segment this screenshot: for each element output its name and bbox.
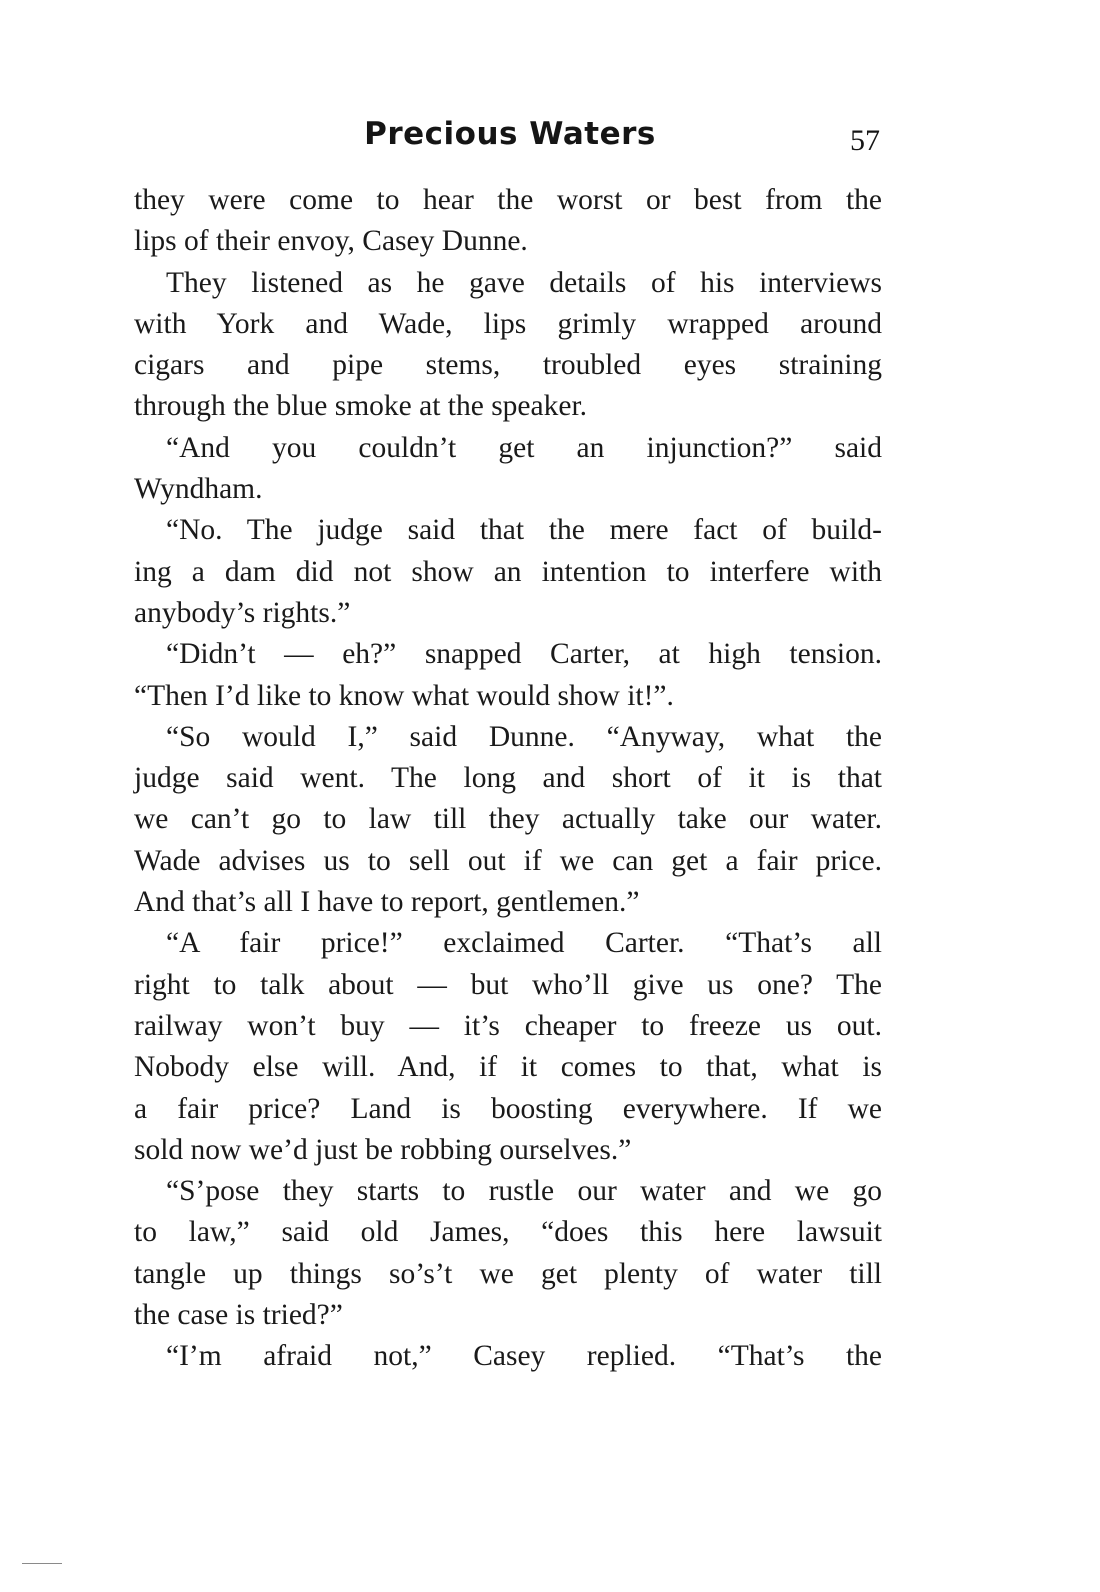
running-head: Precious Waters bbox=[364, 116, 656, 152]
text-line: railway won’t buy — it’s cheaper to freeze us out. bbox=[134, 1009, 882, 1042]
text-line: the case is tried?” bbox=[134, 1299, 343, 1332]
text-line: “S’pose they starts to rustle our water and we go bbox=[166, 1175, 882, 1208]
text-line: ing a dam did not show an intention to interfere with bbox=[134, 555, 882, 588]
text-line: cigars and pipe stems, troubled eyes straining bbox=[134, 349, 882, 382]
text-line: “Didn’t — eh?” snapped Carter, at high tension. bbox=[166, 638, 882, 671]
text-line: Wade advises us to sell out if we can get a fair price. bbox=[134, 844, 882, 877]
text-line: They listened as he gave details of his interviews bbox=[166, 266, 882, 299]
text-line: a fair price? Land is boosting everywhere. If we bbox=[134, 1092, 882, 1125]
text-line: lips of their envoy, Casey Dunne. bbox=[134, 225, 528, 258]
scan-edge-mark bbox=[22, 1563, 62, 1564]
text-line: to law,” said old James, “does this here lawsuit bbox=[134, 1216, 882, 1249]
text-line: judge said went. The long and short of it is that bbox=[134, 762, 882, 795]
text-line: we can’t go to law till they actually take our water. bbox=[134, 803, 882, 836]
text-line: right to talk about — but who’ll give us one? The bbox=[134, 968, 882, 1001]
text-line: “I’m afraid not,” Casey replied. “That’s the bbox=[166, 1340, 882, 1373]
page-header bbox=[136, 116, 884, 166]
text-line: And that’s all I have to report, gentlemen.” bbox=[134, 886, 640, 919]
text-line: Wyndham. bbox=[134, 473, 263, 506]
text-line: with York and Wade, lips grimly wrapped around bbox=[134, 307, 882, 340]
text-line: “A fair price!” exclaimed Carter. “That’s all bbox=[166, 927, 882, 960]
text-line: they were come to hear the worst or best from the bbox=[134, 184, 882, 216]
text-line: “So would I,” said Dunne. “Anyway, what the bbox=[166, 720, 882, 753]
text-line: Nobody else will. And, if it comes to that, what is bbox=[134, 1051, 882, 1084]
text-line: “And you couldn’t get an injunction?” said bbox=[166, 431, 882, 464]
text-line: sold now we’d just be robbing ourselves.” bbox=[134, 1133, 632, 1166]
text-line: tangle up things so’s’t we get plenty of water till bbox=[134, 1257, 882, 1290]
text-line: “Then I’d like to know what would show it!”. bbox=[134, 679, 674, 712]
body-text bbox=[134, 180, 882, 1378]
text-line: “No. The judge said that the mere fact of build- bbox=[166, 514, 882, 547]
text-line: through the blue smoke at the speaker. bbox=[134, 390, 588, 423]
text-line: anybody’s rights.” bbox=[134, 596, 351, 629]
page-number: 57 bbox=[850, 124, 880, 157]
